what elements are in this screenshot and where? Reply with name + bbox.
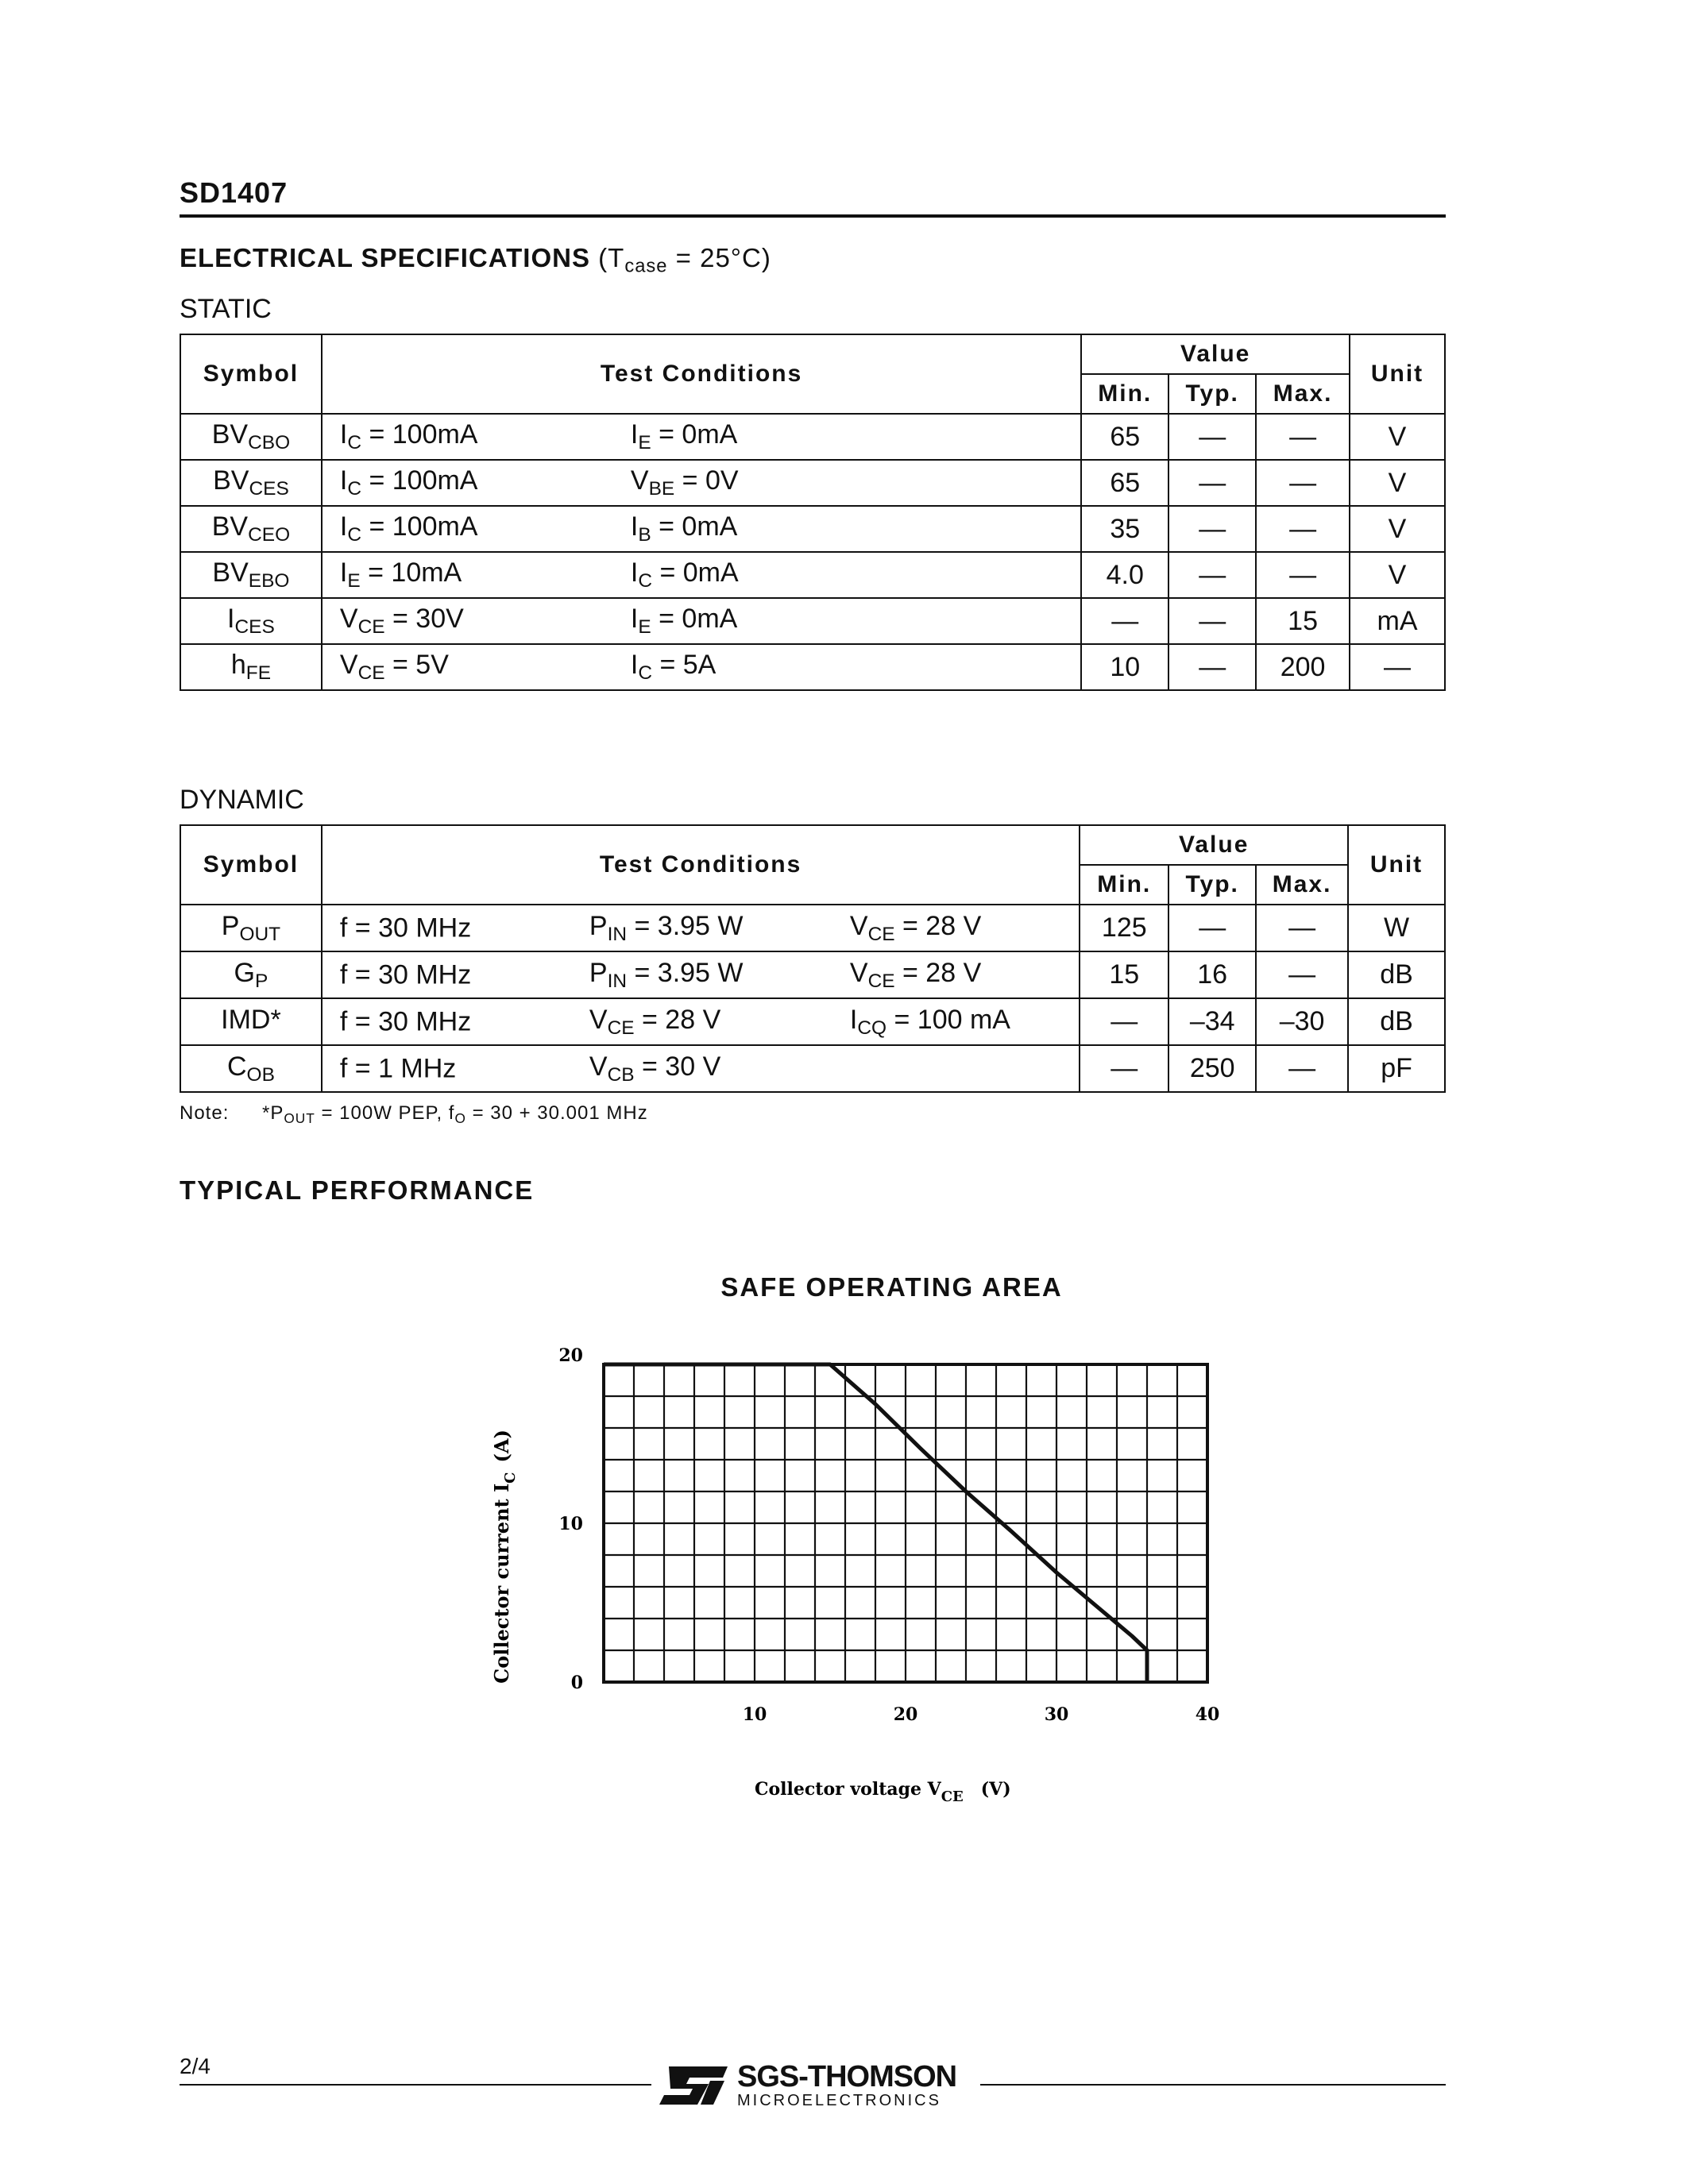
col-unit: Unit [1348, 825, 1445, 905]
test-conditions-cell [322, 506, 1081, 552]
table-row [180, 414, 1445, 460]
condition-1: f = 1 MHz [339, 1053, 457, 1083]
max-cell: — [1256, 414, 1350, 460]
typ-cell: — [1168, 460, 1256, 506]
section-title [180, 243, 771, 278]
dynamic-spec-table [180, 824, 1446, 1093]
table-row [180, 1045, 1445, 1092]
col-max: Max. [1256, 374, 1350, 414]
test-conditions-cell [322, 644, 1081, 690]
condition-2: $P_{IN} = 3.95$ W [589, 957, 744, 992]
condition-2: $I_E = 0mA$ [630, 604, 738, 638]
part-number: SD1407 [180, 176, 288, 209]
y-axis-label: Collector current $I_C(A)$ [490, 1430, 519, 1684]
max-cell: — [1256, 905, 1348, 951]
symbol-cell: $G_P$ [180, 951, 322, 998]
condition-2: $P_{IN} = 3.95$ W [589, 910, 744, 945]
condition-1: $I_C = 100mA$ [339, 465, 478, 500]
col-typ: Typ. [1168, 865, 1256, 905]
min-cell: 10 [1081, 644, 1168, 690]
test-conditions-cell [322, 460, 1081, 506]
min-cell: — [1081, 598, 1168, 644]
dynamic-label: DYNAMIC [180, 785, 304, 815]
typ-cell: 16 [1168, 951, 1256, 998]
symbol-cell: $BV_{CES}$ [180, 460, 322, 506]
x-axis-label: Collector voltage $V_{CE}$ (V) [755, 1779, 1011, 1805]
footer-rule-right [980, 2084, 1446, 2086]
symbol-cell: $BV_{CBO}$ [180, 414, 322, 460]
symbol-cell: $BV_{CEO}$ [180, 506, 322, 552]
condition-1: f = 30 MHz [339, 913, 472, 943]
max-cell: –30 [1256, 998, 1348, 1045]
col-test-conditions: Test Conditions [322, 334, 1081, 414]
table-row [180, 460, 1445, 506]
max-cell: — [1256, 460, 1350, 506]
condition-2: $V_{BE} = 0V$ [630, 465, 739, 500]
condition-3: $V_{CE} = 28$ V [849, 910, 982, 945]
col-symbol: Symbol [180, 334, 322, 414]
condition-2: $I_C = 5A$ [630, 650, 717, 684]
max-cell: 15 [1256, 598, 1350, 644]
min-cell: 65 [1081, 414, 1168, 460]
condition-3: $I_{CQ} = 100$ mA [849, 1004, 1010, 1039]
typ-cell: — [1168, 414, 1256, 460]
min-cell: 65 [1081, 460, 1168, 506]
brand-name: SGS-THOMSON [737, 2060, 957, 2093]
condition-2: $I_E = 0mA$ [630, 419, 738, 453]
typical-performance-title: TYPICAL PERFORMANCE [180, 1175, 535, 1205]
test-conditions-cell [322, 598, 1081, 644]
min-cell: — [1080, 998, 1168, 1045]
symbol-cell: $BV_{EBO}$ [180, 552, 322, 598]
test-conditions-cell [322, 905, 1080, 951]
table-row [180, 598, 1445, 644]
y-tick-label: 10 [558, 1514, 583, 1534]
footer-rule-left [180, 2084, 651, 2086]
max-cell: — [1256, 1045, 1348, 1092]
static-spec-table [180, 334, 1446, 691]
typ-cell: 250 [1168, 1045, 1256, 1092]
condition-1: $I_C = 100mA$ [339, 511, 478, 546]
col-typ: Typ. [1168, 374, 1256, 414]
table-row [180, 998, 1445, 1045]
page-number: 2/4 [180, 2054, 211, 2078]
condition-1: $V_{CE} = 5V$ [339, 650, 449, 684]
x-tick-label: 20 [893, 1704, 918, 1725]
col-min: Min. [1081, 374, 1168, 414]
min-cell: 125 [1080, 905, 1168, 951]
unit-cell: W [1348, 905, 1445, 951]
dynamic-note: Note: $*P_{OUT} = 100W$ PEP, $f_O = 30 + 30.001$ MHz [180, 1102, 648, 1126]
tick-labels [558, 1345, 1219, 1725]
min-cell: 15 [1080, 951, 1168, 998]
condition-1: $V_{CE} = 30V$ [339, 604, 464, 638]
section-title-condition: $(T_{case} = 25^\circ C)$ [598, 243, 771, 277]
symbol-cell: $h_{FE}$ [180, 644, 322, 690]
safe-operating-area-chart [445, 1318, 1255, 1811]
y-tick-label: 20 [558, 1345, 583, 1366]
test-conditions-cell [322, 998, 1080, 1045]
condition-3: $V_{CE} = 28$ V [849, 957, 982, 992]
unit-cell: V [1350, 506, 1445, 552]
typ-cell: — [1168, 552, 1256, 598]
max-cell: — [1256, 951, 1348, 998]
table-row [180, 506, 1445, 552]
brand-subtitle: MICROELECTRONICS [737, 2092, 941, 2109]
condition-2: $I_C = 0mA$ [630, 558, 739, 592]
unit-cell: pF [1348, 1045, 1445, 1092]
section-title-bold: ELECTRICAL SPECIFICATIONS [180, 243, 590, 272]
test-conditions-cell [322, 1045, 1080, 1092]
col-min: Min. [1080, 865, 1168, 905]
condition-2: $I_B = 0mA$ [630, 511, 738, 546]
col-value: Value [1080, 825, 1348, 865]
condition-1: $I_C = 100mA$ [339, 419, 478, 453]
condition-1: $I_E = 10mA$ [339, 558, 462, 592]
unit-cell: V [1350, 552, 1445, 598]
table-row [180, 552, 1445, 598]
st-logo-icon [658, 2063, 731, 2108]
symbol-cell: $I_{CES}$ [180, 598, 322, 644]
test-conditions-cell [322, 552, 1081, 598]
unit-cell: mA [1350, 598, 1445, 644]
col-max: Max. [1256, 865, 1348, 905]
max-cell: — [1256, 506, 1350, 552]
table-row [180, 644, 1445, 690]
min-cell: 4.0 [1081, 552, 1168, 598]
x-tick-label: 10 [742, 1704, 767, 1725]
col-unit: Unit [1350, 334, 1445, 414]
condition-1: f = 30 MHz [339, 959, 472, 990]
test-conditions-cell [322, 951, 1080, 998]
typ-cell: — [1168, 905, 1256, 951]
chart-title: SAFE OPERATING AREA [720, 1272, 1063, 1302]
max-cell: — [1256, 552, 1350, 598]
unit-cell: V [1350, 414, 1445, 460]
x-tick-label: 30 [1044, 1704, 1069, 1725]
unit-cell: V [1350, 460, 1445, 506]
x-tick-label: 40 [1195, 1704, 1220, 1725]
col-test-conditions: Test Conditions [322, 825, 1080, 905]
col-symbol: Symbol [180, 825, 322, 905]
symbol-cell: $P_{OUT}$ [180, 905, 322, 951]
min-cell: 35 [1081, 506, 1168, 552]
min-cell: — [1080, 1045, 1168, 1092]
typ-cell: — [1168, 598, 1256, 644]
header-rule [180, 214, 1446, 218]
unit-cell: — [1350, 644, 1445, 690]
col-value: Value [1081, 334, 1350, 374]
typ-cell: — [1168, 506, 1256, 552]
y-tick-label: 0 [570, 1673, 583, 1693]
typ-cell: –34 [1168, 998, 1256, 1045]
condition-2: $V_{CB} = 30$ V [589, 1051, 721, 1086]
symbol-cell: IMD* [180, 998, 322, 1045]
unit-cell: dB [1348, 998, 1445, 1045]
unit-cell: dB [1348, 951, 1445, 998]
condition-1: f = 30 MHz [339, 1006, 472, 1036]
typ-cell: — [1168, 644, 1256, 690]
table-row [180, 951, 1445, 998]
symbol-cell: $C_{OB}$ [180, 1045, 322, 1092]
test-conditions-cell [322, 414, 1081, 460]
max-cell: 200 [1256, 644, 1350, 690]
condition-2: $V_{CE} = 28$ V [589, 1004, 721, 1039]
table-row [180, 905, 1445, 951]
chart-grid [604, 1364, 1207, 1682]
static-label: STATIC [180, 294, 272, 324]
